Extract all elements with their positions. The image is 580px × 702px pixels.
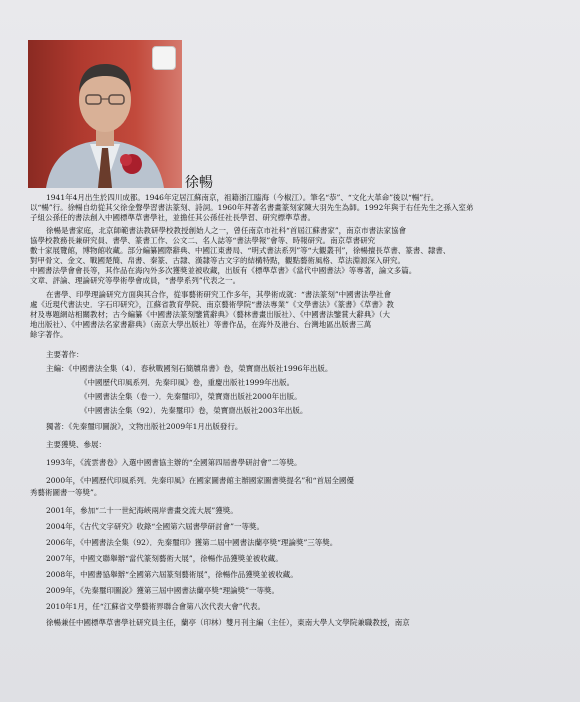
- works-heading: 主要著作：: [46, 350, 84, 359]
- award-item: 2001年，參加“二十一世紀海峽兩岸書畫交流大展”獲獎。: [46, 506, 238, 515]
- bio-line: 1941年4月出生於四川成都。1946年定居江蘇南京，祖籍浙江臨海（今椒江）。筆名“恭”、“文化大革命”後以“暢”行。: [46, 193, 439, 202]
- bio-line: 對甲骨文、金文、戰國楚簡、帛書、秦篆、古隸、漢隸等古文字的結構特點，觀點藝術風格、草法淵源深入研究。: [30, 256, 405, 265]
- bio-line: 數十家展覽館，博物館收藏。部分編纂國際辭典、中國江東書局、“明式書法系列”等“大觀叢刊”，徐暢擅長草書、篆書、隸書、: [30, 246, 451, 255]
- works-item: 《中國書法全集（92）．先秦璽印》卷，榮寶齋出版社2003年出版。: [80, 406, 308, 415]
- bio-line: 子組公孫任的書法創入中國標準草書學社，並擔任其公孫任社長學習、研究標準草書。: [30, 213, 315, 222]
- works-item: 獨著：《先秦璽印圖說》，文物出版社2009年1月出版發行。: [46, 422, 243, 431]
- bio-line: 協學校教務長兼研究員、書學、篆書工作、公文二、名人誌等“書法學報”會等、時報研究。南京草書研究: [30, 236, 376, 245]
- portrait-figure: [28, 40, 182, 188]
- bio-line: 餘字著作。: [30, 330, 68, 339]
- award-item: 2000年，《中國歷代印風系列．先秦印風》在國家圖書館主辦國家圖書獎提名”和“首屆全國優: [46, 476, 355, 485]
- award-item: 2007年，中國文聯舉辦“當代篆刻藝術大展”，徐暢作品獲獎並被收藏。: [46, 554, 283, 563]
- award-item: 2006年，《中國書法全集（92）．先秦璽印》獲第二屆中國書法蘭亭獎“理論獎”三等獎。: [46, 538, 338, 547]
- bio-line: 地出版社）、《中國書法名家書辭典》（南京大學出版社）等書作品，在海外及港台、台灣地區出版書三萬: [30, 320, 372, 329]
- bio-line: 材及專題網站相關教材；古今編纂《中國書法篆刻鑒賞辭典》（藝林書畫出版社）、《中國書法鑒賞大辭典》（大: [30, 310, 390, 319]
- bio-line: 以“暢”行。徐暢自幼從其父徐金聲學習書法篆刻、詩詞。1960年拜著名書畫篆刻家陳大羽先生為師。1992年與于右任先生之孫入室弟: [30, 203, 474, 212]
- bio-line: 在書學、印學理論研究方面與其合作，從事藝術研究工作多年，其學術成就：“書法篆刻”中國書法學社會: [46, 290, 392, 299]
- author-name: 徐暢: [185, 175, 213, 191]
- award-item: 1993年，《流雲書卷》入選中國書協主辦的“全國第四屆書學研討會”二等獎。: [46, 458, 302, 467]
- bio-line: 徐暢是書家庭，北京師範書法教研學校教授創始人之一，曾任南京市社科“首屆江蘇書家”，南京市書法家協會: [46, 226, 407, 235]
- award-item: 2004年，《古代文字研究》收錄“全國第六屆書學研討會”一等獎。: [46, 522, 265, 531]
- works-item: 《中國書法全集（卷一）．先秦璽印》，榮寶齋出版社2000年出版。: [80, 392, 302, 401]
- works-item: 《中國歷代印風系列．先秦印風》卷，重慶出版社1999年出版。: [80, 378, 295, 387]
- award-item: 2008年，中國書協舉辦“全國第六屆篆刻藝術展”，徐暢作品獲獎並被收藏。: [46, 570, 298, 579]
- award-item: 徐暢兼任中國標準草書學社研究員主任，蘭亭（印林）雙月刊主編（主任），東南大學人文學院兼職教授，南京: [46, 618, 410, 627]
- award-item: 2009年，《先秦璽印圖說》獲第三屆中國書法蘭亭獎“理論獎”一等獎。: [46, 586, 280, 595]
- bio-line: 中國書法學會會長等，其作品在海內外多次獲獎並被收藏，出版有《標準草書》《當代中國書法》等專著，論文多篇。: [30, 266, 417, 275]
- author-portrait-photo: [28, 40, 182, 188]
- works-item: 主編：《中國書法全集（4）．春秋戰國刻石簡牘帛書》卷，榮寶齋出版社1996年出版。: [46, 364, 333, 373]
- awards-heading: 主要獲獎、參展：: [46, 440, 106, 449]
- award-item: 秀藝術圖書一等獎”。: [30, 488, 102, 497]
- award-item: 2010年1月，任“江蘇省文學藝術界聯合會第八次代表大會”代表。: [46, 602, 266, 611]
- bio-line: 文章、評論、理論研究等學術學會成員，“書學系列”代表之一。: [30, 276, 241, 285]
- bio-line: 處《近現代書法史．字石印研究》，江蘇省教育學院、南京藝術學院“書法專業”《文學書法》《篆書》《草書》教: [30, 300, 394, 309]
